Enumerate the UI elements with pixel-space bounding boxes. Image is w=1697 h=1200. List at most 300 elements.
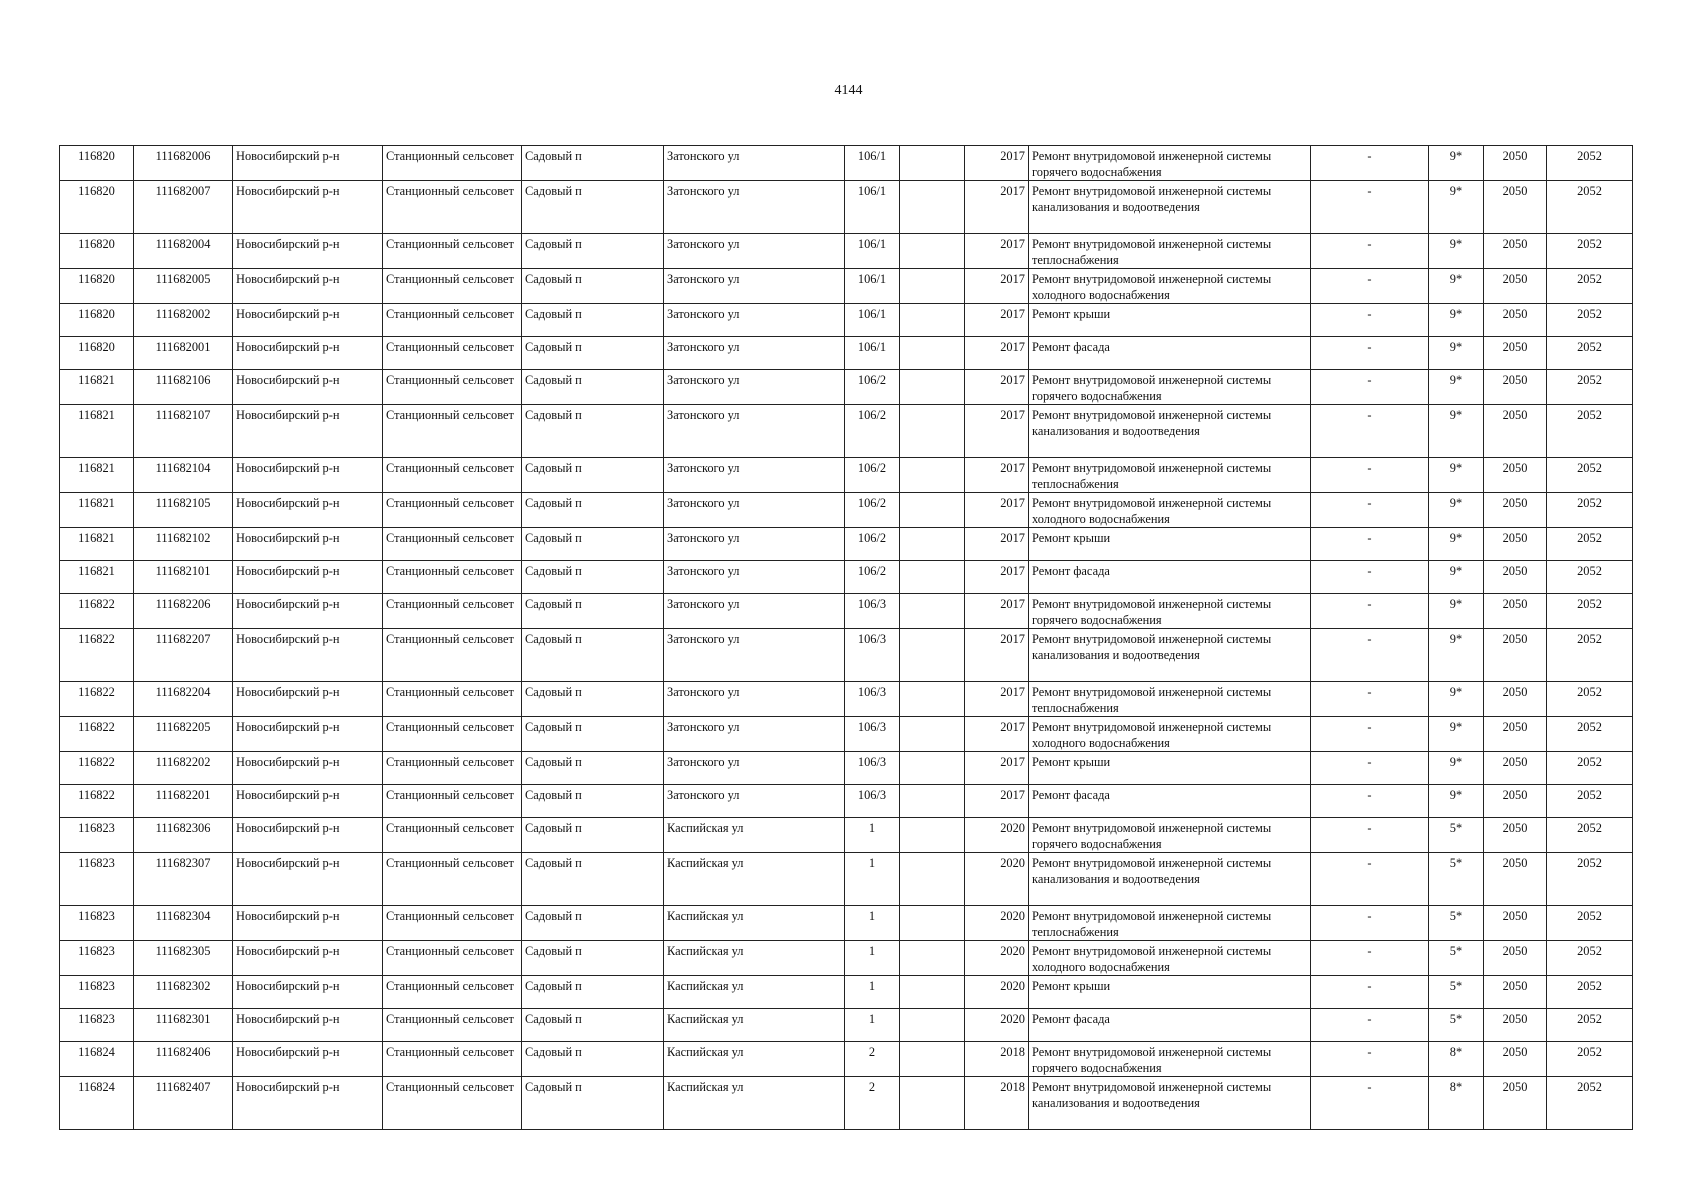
row-to-year: 2052 [1547, 976, 1633, 1009]
row-code: 111682006 [134, 146, 233, 181]
row-from-year: 2050 [1484, 1009, 1547, 1042]
row-blank [900, 853, 965, 906]
table-row [60, 405, 1633, 458]
row-code: 111682004 [134, 234, 233, 269]
row-to-year: 2052 [1547, 1042, 1633, 1077]
row-dash: - [1311, 594, 1429, 629]
page-number: 4144 [834, 83, 863, 98]
row-locality: Садовый п [522, 405, 664, 458]
row-street: Затонского ул [664, 785, 845, 818]
row-work: Ремонт внутридомовой инженерной системы холодного водоснабжения [1029, 941, 1311, 976]
row-id: 116823 [60, 906, 134, 941]
row-district: Новосибирский р-н [233, 1009, 383, 1042]
row-year: 2017 [965, 234, 1029, 269]
row-street: Каспийская ул [664, 1042, 845, 1077]
row-num: 5* [1429, 976, 1484, 1009]
row-locality: Садовый п [522, 146, 664, 181]
row-num: 5* [1429, 1009, 1484, 1042]
row-blank [900, 752, 965, 785]
row-work: Ремонт внутридомовой инженерной системы холодного водоснабжения [1029, 269, 1311, 304]
table-row [60, 594, 1633, 629]
row-id: 116820 [60, 234, 134, 269]
row-year: 2020 [965, 941, 1029, 976]
row-locality: Садовый п [522, 528, 664, 561]
row-street: Затонского ул [664, 405, 845, 458]
row-dash: - [1311, 458, 1429, 493]
row-year: 2017 [965, 629, 1029, 682]
row-year: 2018 [965, 1042, 1029, 1077]
row-street: Затонского ул [664, 493, 845, 528]
row-district: Новосибирский р-н [233, 337, 383, 370]
row-district: Новосибирский р-н [233, 1077, 383, 1130]
row-house: 106/1 [845, 269, 900, 304]
row-from-year: 2050 [1484, 785, 1547, 818]
row-council: Станционный сельсовет [383, 269, 522, 304]
row-code: 111682202 [134, 752, 233, 785]
row-to-year: 2052 [1547, 785, 1633, 818]
row-work: Ремонт фасада [1029, 561, 1311, 594]
row-num: 9* [1429, 337, 1484, 370]
row-to-year: 2052 [1547, 594, 1633, 629]
row-to-year: 2052 [1547, 370, 1633, 405]
row-work: Ремонт фасада [1029, 337, 1311, 370]
table-row [60, 304, 1633, 337]
row-year: 2017 [965, 752, 1029, 785]
table-row [60, 976, 1633, 1009]
row-code: 111682305 [134, 941, 233, 976]
row-dash: - [1311, 629, 1429, 682]
row-num: 8* [1429, 1042, 1484, 1077]
row-year: 2017 [965, 594, 1029, 629]
row-blank [900, 337, 965, 370]
row-house: 2 [845, 1077, 900, 1130]
row-to-year: 2052 [1547, 1009, 1633, 1042]
row-house: 1 [845, 853, 900, 906]
row-council: Станционный сельсовет [383, 493, 522, 528]
row-street: Затонского ул [664, 370, 845, 405]
row-council: Станционный сельсовет [383, 234, 522, 269]
row-blank [900, 269, 965, 304]
row-district: Новосибирский р-н [233, 785, 383, 818]
row-from-year: 2050 [1484, 906, 1547, 941]
row-street: Затонского ул [664, 181, 845, 234]
row-street: Каспийская ул [664, 853, 845, 906]
row-house: 106/2 [845, 528, 900, 561]
table-row [60, 752, 1633, 785]
row-to-year: 2052 [1547, 337, 1633, 370]
row-district: Новосибирский р-н [233, 976, 383, 1009]
row-work: Ремонт фасада [1029, 785, 1311, 818]
row-from-year: 2050 [1484, 370, 1547, 405]
row-district: Новосибирский р-н [233, 906, 383, 941]
row-house: 106/3 [845, 682, 900, 717]
row-blank [900, 405, 965, 458]
row-locality: Садовый п [522, 181, 664, 234]
row-dash: - [1311, 146, 1429, 181]
row-dash: - [1311, 1042, 1429, 1077]
row-street: Затонского ул [664, 717, 845, 752]
row-council: Станционный сельсовет [383, 752, 522, 785]
row-street: Затонского ул [664, 752, 845, 785]
row-blank [900, 1077, 965, 1130]
row-district: Новосибирский р-н [233, 1042, 383, 1077]
row-from-year: 2050 [1484, 853, 1547, 906]
table-row [60, 561, 1633, 594]
row-locality: Садовый п [522, 785, 664, 818]
row-dash: - [1311, 853, 1429, 906]
row-num: 9* [1429, 234, 1484, 269]
row-year: 2017 [965, 682, 1029, 717]
row-from-year: 2050 [1484, 146, 1547, 181]
row-council: Станционный сельсовет [383, 941, 522, 976]
row-from-year: 2050 [1484, 561, 1547, 594]
row-district: Новосибирский р-н [233, 594, 383, 629]
row-num: 5* [1429, 941, 1484, 976]
row-street: Затонского ул [664, 304, 845, 337]
row-year: 2017 [965, 561, 1029, 594]
row-id: 116820 [60, 269, 134, 304]
row-blank [900, 785, 965, 818]
row-num: 9* [1429, 752, 1484, 785]
row-work: Ремонт внутридомовой инженерной системы горячего водоснабжения [1029, 370, 1311, 405]
table-row [60, 629, 1633, 682]
row-from-year: 2050 [1484, 941, 1547, 976]
row-blank [900, 976, 965, 1009]
table-row [60, 1077, 1633, 1130]
row-district: Новосибирский р-н [233, 528, 383, 561]
row-code: 111682102 [134, 528, 233, 561]
row-num: 9* [1429, 561, 1484, 594]
row-num: 9* [1429, 717, 1484, 752]
table-row [60, 528, 1633, 561]
row-work: Ремонт внутридомовой инженерной системы теплоснабжения [1029, 458, 1311, 493]
row-house: 2 [845, 1042, 900, 1077]
row-blank [900, 682, 965, 717]
row-dash: - [1311, 561, 1429, 594]
row-house: 106/2 [845, 561, 900, 594]
row-district: Новосибирский р-н [233, 405, 383, 458]
row-num: 9* [1429, 181, 1484, 234]
row-locality: Садовый п [522, 458, 664, 493]
row-house: 106/2 [845, 458, 900, 493]
row-district: Новосибирский р-н [233, 682, 383, 717]
row-to-year: 2052 [1547, 234, 1633, 269]
row-to-year: 2052 [1547, 269, 1633, 304]
row-blank [900, 818, 965, 853]
table-row [60, 370, 1633, 405]
row-work: Ремонт внутридомовой инженерной системы теплоснабжения [1029, 906, 1311, 941]
row-from-year: 2050 [1484, 405, 1547, 458]
row-street: Затонского ул [664, 458, 845, 493]
row-year: 2017 [965, 269, 1029, 304]
row-id: 116823 [60, 853, 134, 906]
row-district: Новосибирский р-н [233, 561, 383, 594]
row-id: 116822 [60, 594, 134, 629]
row-council: Станционный сельсовет [383, 181, 522, 234]
row-house: 106/3 [845, 717, 900, 752]
table-row [60, 181, 1633, 234]
row-work: Ремонт крыши [1029, 752, 1311, 785]
row-dash: - [1311, 337, 1429, 370]
row-council: Станционный сельсовет [383, 717, 522, 752]
row-council: Станционный сельсовет [383, 906, 522, 941]
row-council: Станционный сельсовет [383, 594, 522, 629]
row-code: 111682205 [134, 717, 233, 752]
row-locality: Садовый п [522, 1042, 664, 1077]
row-code: 111682407 [134, 1077, 233, 1130]
row-work: Ремонт внутридомовой инженерной системы теплоснабжения [1029, 234, 1311, 269]
row-dash: - [1311, 682, 1429, 717]
row-blank [900, 234, 965, 269]
row-to-year: 2052 [1547, 629, 1633, 682]
row-locality: Садовый п [522, 853, 664, 906]
row-house: 106/2 [845, 405, 900, 458]
table-row [60, 234, 1633, 269]
row-house: 106/1 [845, 181, 900, 234]
row-code: 111682002 [134, 304, 233, 337]
row-id: 116822 [60, 629, 134, 682]
row-dash: - [1311, 1009, 1429, 1042]
row-year: 2020 [965, 906, 1029, 941]
row-dash: - [1311, 370, 1429, 405]
row-district: Новосибирский р-н [233, 717, 383, 752]
row-blank [900, 906, 965, 941]
row-blank [900, 370, 965, 405]
row-to-year: 2052 [1547, 181, 1633, 234]
table-row [60, 493, 1633, 528]
row-to-year: 2052 [1547, 1077, 1633, 1130]
row-locality: Садовый п [522, 561, 664, 594]
row-id: 116822 [60, 752, 134, 785]
row-year: 2017 [965, 181, 1029, 234]
row-dash: - [1311, 818, 1429, 853]
row-locality: Садовый п [522, 1009, 664, 1042]
row-council: Станционный сельсовет [383, 785, 522, 818]
row-work: Ремонт внутридомовой инженерной системы канализования и водоотведения [1029, 853, 1311, 906]
row-year: 2020 [965, 1009, 1029, 1042]
table-row [60, 785, 1633, 818]
row-street: Затонского ул [664, 594, 845, 629]
row-year: 2020 [965, 976, 1029, 1009]
row-locality: Садовый п [522, 493, 664, 528]
row-street: Затонского ул [664, 146, 845, 181]
row-from-year: 2050 [1484, 818, 1547, 853]
row-blank [900, 181, 965, 234]
row-id: 116821 [60, 405, 134, 458]
table-row [60, 458, 1633, 493]
row-locality: Садовый п [522, 1077, 664, 1130]
row-from-year: 2050 [1484, 629, 1547, 682]
row-id: 116821 [60, 561, 134, 594]
row-blank [900, 1042, 965, 1077]
row-num: 9* [1429, 785, 1484, 818]
row-id: 116820 [60, 304, 134, 337]
row-work: Ремонт внутридомовой инженерной системы канализования и водоотведения [1029, 1077, 1311, 1130]
row-to-year: 2052 [1547, 493, 1633, 528]
row-year: 2017 [965, 528, 1029, 561]
table-row [60, 269, 1633, 304]
row-from-year: 2050 [1484, 594, 1547, 629]
row-locality: Садовый п [522, 752, 664, 785]
row-from-year: 2050 [1484, 337, 1547, 370]
row-to-year: 2052 [1547, 304, 1633, 337]
row-id: 116821 [60, 458, 134, 493]
row-locality: Садовый п [522, 941, 664, 976]
row-num: 9* [1429, 370, 1484, 405]
row-from-year: 2050 [1484, 234, 1547, 269]
table-row [60, 146, 1633, 181]
row-from-year: 2050 [1484, 1077, 1547, 1130]
row-code: 111682104 [134, 458, 233, 493]
row-work: Ремонт внутридомовой инженерной системы горячего водоснабжения [1029, 1042, 1311, 1077]
row-work: Ремонт внутридомовой инженерной системы горячего водоснабжения [1029, 594, 1311, 629]
row-district: Новосибирский р-н [233, 853, 383, 906]
row-district: Новосибирский р-н [233, 370, 383, 405]
row-from-year: 2050 [1484, 682, 1547, 717]
row-district: Новосибирский р-н [233, 269, 383, 304]
row-street: Каспийская ул [664, 1077, 845, 1130]
table-row [60, 818, 1633, 853]
row-district: Новосибирский р-н [233, 493, 383, 528]
row-council: Станционный сельсовет [383, 405, 522, 458]
row-council: Станционный сельсовет [383, 818, 522, 853]
row-to-year: 2052 [1547, 941, 1633, 976]
row-council: Станционный сельсовет [383, 561, 522, 594]
row-code: 111682101 [134, 561, 233, 594]
row-house: 106/1 [845, 234, 900, 269]
row-street: Затонского ул [664, 561, 845, 594]
row-id: 116820 [60, 146, 134, 181]
row-locality: Садовый п [522, 269, 664, 304]
row-id: 116823 [60, 818, 134, 853]
row-house: 106/1 [845, 146, 900, 181]
row-locality: Садовый п [522, 682, 664, 717]
row-id: 116820 [60, 337, 134, 370]
row-street: Каспийская ул [664, 1009, 845, 1042]
row-district: Новосибирский р-н [233, 752, 383, 785]
row-num: 9* [1429, 405, 1484, 458]
row-house: 1 [845, 818, 900, 853]
row-council: Станционный сельсовет [383, 528, 522, 561]
row-work: Ремонт внутридомовой инженерной системы холодного водоснабжения [1029, 717, 1311, 752]
row-council: Станционный сельсовет [383, 337, 522, 370]
row-work: Ремонт внутридомовой инженерной системы горячего водоснабжения [1029, 818, 1311, 853]
row-work: Ремонт крыши [1029, 528, 1311, 561]
row-district: Новосибирский р-н [233, 458, 383, 493]
row-blank [900, 629, 965, 682]
table-row [60, 717, 1633, 752]
row-id: 116823 [60, 1009, 134, 1042]
row-work: Ремонт фасада [1029, 1009, 1311, 1042]
row-work: Ремонт крыши [1029, 304, 1311, 337]
row-code: 111682105 [134, 493, 233, 528]
row-code: 111682406 [134, 1042, 233, 1077]
row-num: 9* [1429, 594, 1484, 629]
row-district: Новосибирский р-н [233, 181, 383, 234]
row-house: 106/3 [845, 594, 900, 629]
table-row [60, 682, 1633, 717]
row-year: 2020 [965, 853, 1029, 906]
row-council: Станционный сельсовет [383, 1042, 522, 1077]
row-locality: Садовый п [522, 629, 664, 682]
row-district: Новосибирский р-н [233, 304, 383, 337]
row-year: 2017 [965, 370, 1029, 405]
row-code: 111682304 [134, 906, 233, 941]
row-num: 9* [1429, 629, 1484, 682]
row-code: 111682201 [134, 785, 233, 818]
table-row [60, 906, 1633, 941]
row-district: Новосибирский р-н [233, 146, 383, 181]
row-blank [900, 146, 965, 181]
row-year: 2017 [965, 405, 1029, 458]
row-to-year: 2052 [1547, 717, 1633, 752]
row-council: Станционный сельсовет [383, 976, 522, 1009]
row-code: 111682206 [134, 594, 233, 629]
row-to-year: 2052 [1547, 752, 1633, 785]
row-to-year: 2052 [1547, 853, 1633, 906]
row-locality: Садовый п [522, 818, 664, 853]
row-id: 116823 [60, 941, 134, 976]
row-street: Затонского ул [664, 682, 845, 717]
row-work: Ремонт внутридомовой инженерной системы канализования и водоотведения [1029, 181, 1311, 234]
row-house: 106/1 [845, 304, 900, 337]
row-locality: Садовый п [522, 370, 664, 405]
row-dash: - [1311, 405, 1429, 458]
row-code: 111682207 [134, 629, 233, 682]
row-street: Каспийская ул [664, 941, 845, 976]
row-year: 2017 [965, 458, 1029, 493]
row-from-year: 2050 [1484, 752, 1547, 785]
row-locality: Садовый п [522, 976, 664, 1009]
row-code: 111682204 [134, 682, 233, 717]
row-street: Затонского ул [664, 528, 845, 561]
row-code: 111682106 [134, 370, 233, 405]
row-locality: Садовый п [522, 594, 664, 629]
row-code: 111682302 [134, 976, 233, 1009]
row-house: 106/3 [845, 785, 900, 818]
row-blank [900, 493, 965, 528]
row-year: 2017 [965, 304, 1029, 337]
row-id: 116821 [60, 370, 134, 405]
row-to-year: 2052 [1547, 682, 1633, 717]
row-num: 5* [1429, 906, 1484, 941]
row-code: 111682301 [134, 1009, 233, 1042]
row-district: Новосибирский р-н [233, 234, 383, 269]
row-num: 9* [1429, 146, 1484, 181]
row-work: Ремонт внутридомовой инженерной системы теплоснабжения [1029, 682, 1311, 717]
row-work: Ремонт внутридомовой инженерной системы холодного водоснабжения [1029, 493, 1311, 528]
row-to-year: 2052 [1547, 458, 1633, 493]
row-council: Станционный сельсовет [383, 304, 522, 337]
row-year: 2017 [965, 146, 1029, 181]
row-blank [900, 561, 965, 594]
row-num: 9* [1429, 528, 1484, 561]
row-num: 5* [1429, 818, 1484, 853]
row-id: 116824 [60, 1042, 134, 1077]
row-house: 1 [845, 906, 900, 941]
register-rows [60, 146, 1633, 1130]
row-house: 1 [845, 976, 900, 1009]
row-council: Станционный сельсовет [383, 853, 522, 906]
row-street: Затонского ул [664, 269, 845, 304]
table-row [60, 337, 1633, 370]
row-work: Ремонт внутридомовой инженерной системы канализования и водоотведения [1029, 629, 1311, 682]
row-from-year: 2050 [1484, 269, 1547, 304]
row-dash: - [1311, 941, 1429, 976]
table-row [60, 853, 1633, 906]
row-locality: Садовый п [522, 717, 664, 752]
row-from-year: 2050 [1484, 1042, 1547, 1077]
